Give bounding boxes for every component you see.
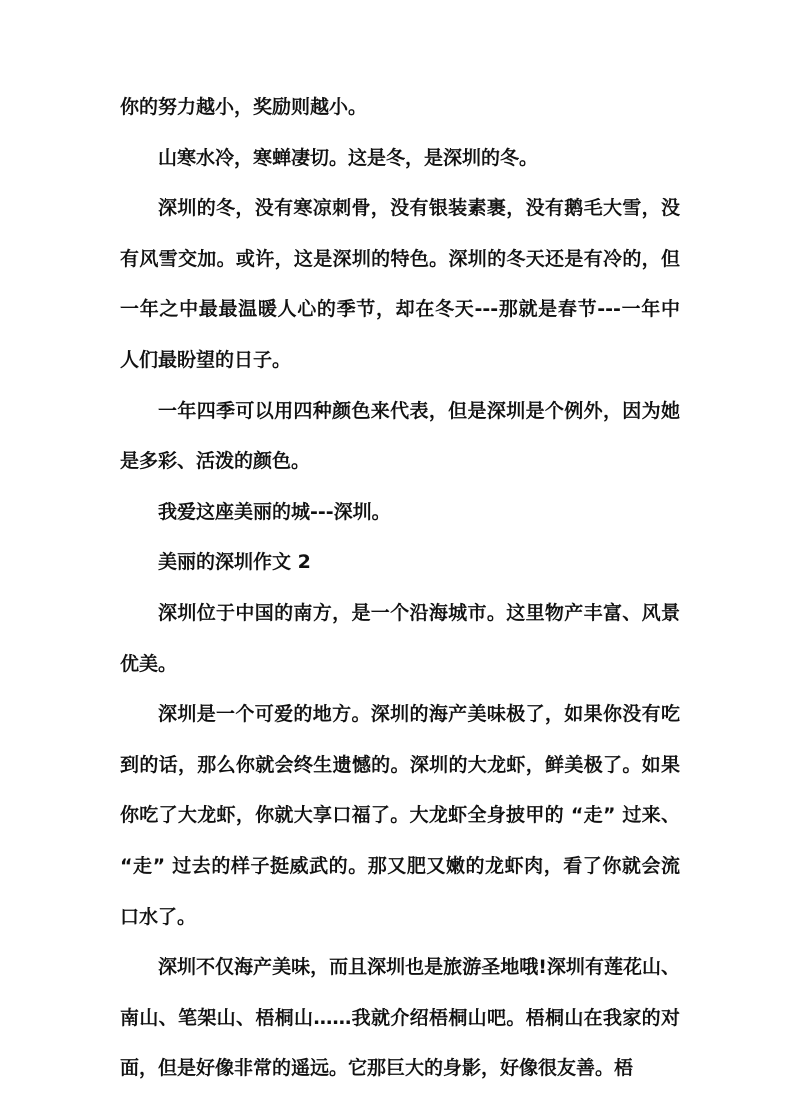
paragraph: 山寒水冷，寒蝉凄切。这是冬，是深圳的冬。 [158, 146, 539, 169]
paragraph: 深圳不仅海产美味，而且深圳也是旅游圣地哦!深圳有莲花山、南山、笔架山、梧桐山……我就介绍梧桐山吧。梧桐山在我家的对面，但是好像非常的遥远。它那巨大的身影，好像很友善。梧 [120, 956, 680, 1080]
document-body [120, 82, 687, 1094]
paragraph: 你的努力越小，奖励则越小。 [120, 96, 368, 118]
paragraph: 我爱这座美丽的城---深圳。 [158, 500, 391, 523]
paragraph: 深圳是一个可爱的地方。深圳的海产美味极了，如果你没有吃到的话，那么你就会终生遗憾的。深圳的大龙虾，鲜美极了。如果你吃了大龙虾，你就大享口福了。大龙虾全身披甲的 “走” 过来、 “走” 过去的样子挺威武的。那又肥又嫩的龙虾肉，看了你就会流口水了。 [120, 703, 687, 928]
paragraph: 一年四季可以用四种颜色来代表，但是深圳是个例外，因为她是多彩、活泼的颜色。 [120, 399, 680, 473]
paragraph: 深圳位于中国的南方，是一个沿海城市。这里物产丰富、风景优美。 [120, 601, 680, 675]
section-heading: 美丽的深圳作文 2 [158, 551, 311, 574]
paragraph: 深圳的冬，没有寒凉刺骨，没有银装素裹，没有鹅毛大雪，没有风雪交加。或许，这是深圳的特色。深圳的冬天还是有冷的，但一年之中最最温暖人心的季节，却在冬天---那就是春节---一年中人们最盼望的日子。 [120, 197, 680, 371]
